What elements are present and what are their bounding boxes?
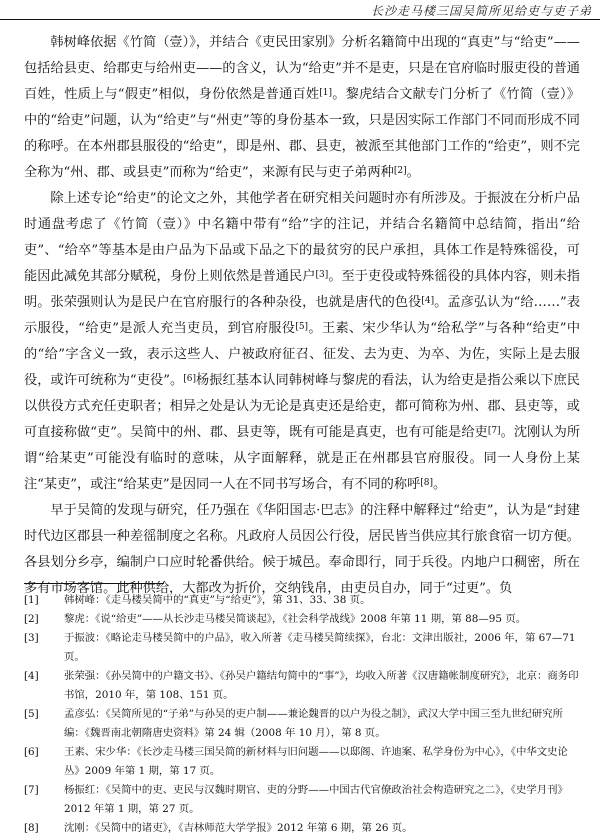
footnote-number: [8] <box>24 822 39 834</box>
running-header-title: 长沙走马楼三国吴简所见给吏与吏子弟 <box>370 4 592 18</box>
footnote-text: 张荣强：《孙吴简中的户籍文书》、《孙吴户籍结句简中的“事”》，均收入所著《汉唐籍帐制度研究》，北京：商务印书馆，2010 年，第 108、151 页。 <box>64 670 579 701</box>
text-run: 。沈刚认为所谓“给某吏”可能没有临时的意味，从字面解释，就是正在州郡县官府服役。同一人身份上某注“某吏”，或注“给某吏”是因同一人在不同书写场合，有不同的称呼 <box>24 425 581 492</box>
footnote-text: 杨振红：《吴简中的吏、吏民与汉魏时期官、吏的分野——中国古代官僚政治社会构造研究之二》，《史学月刊》2012 年第 1 期，第 27 页。 <box>64 784 568 815</box>
footnote-number: [1] <box>24 594 39 606</box>
text-run: 。王素、宋少华认为“给私学”与各种“给吏”中的“给”字含义一致，表示这些人、户被政府征召、征发、去为吏、为卒、为佐，实际上是去服役，或许可统称为“吏役”。 <box>24 321 581 388</box>
footnotes <box>24 591 580 838</box>
footnote <box>24 667 580 705</box>
citation-mark: [3] <box>315 270 329 280</box>
footnote-rule <box>24 583 164 584</box>
footnote <box>24 743 580 781</box>
footnote-text: 黎虎：《说“给吏”——从长沙走马楼吴简谈起》，《社会科学战线》2008 年第 11 期，第 88—95 页。 <box>64 613 527 625</box>
footnote-number: [3] <box>24 632 39 644</box>
citation-mark: [8] <box>420 478 433 488</box>
running-header <box>0 0 600 20</box>
text-run: 。 <box>406 165 420 180</box>
footnote <box>24 629 580 667</box>
footnote-number: [2] <box>24 613 39 625</box>
text-run: 早于吴简的发现与研究，任乃强在《华阳国志·巴志》的注释中解释过“给吏”，认为是“封建时代边区郡县一种差徭制度之名称。凡政府人员因公行役，居民皆当供应其行旅食宿一切方便。各县划分乡亭，编制户口应时轮番供给。候于城邑。奉命即行，同于兵役。内地户口稠密，所在多有市场客馆。此种供给，大都改为折价，交纳钱帛，由吏员自办，同于“过更”。负 <box>24 503 580 596</box>
paragraph <box>24 498 580 602</box>
footnote-text: 王素、宋少华：《长沙走马楼三国吴简的新材料与旧问题——以邸阁、许迪案、私学身份为中心》，《中华文史论丛》2009 年第 1 期，第 17 页。 <box>64 746 568 777</box>
footnote-number: [7] <box>24 784 39 796</box>
footnote-text: 沈刚：《吴简中的诸吏》，《吉林师范大学学报》2012 年第 6 期，第 26 页。 <box>64 822 413 834</box>
citation-mark: [7] <box>487 426 501 436</box>
footnote <box>24 819 580 838</box>
paragraph <box>24 30 580 186</box>
citation-mark: [6] <box>183 374 196 384</box>
footnote-number: [4] <box>24 670 39 682</box>
citation-mark: [2] <box>393 166 407 176</box>
footnote-number: [6] <box>24 746 39 758</box>
footnote <box>24 610 580 629</box>
text-run: 。 <box>432 477 447 492</box>
footnote-text: 韩树峰：《走马楼吴简中的“真吏”与“给吏”》，第 31、33、38 页。 <box>64 594 371 606</box>
footnote <box>24 781 580 819</box>
footnote <box>24 591 580 610</box>
text-run: 。黎虎结合文献专门分析了《竹简（壹）》中的“给吏”问题，认为“给吏”与“州吏”等的身份基本一致，只是因实际工作部门不同而形成不同的称呼。在本州郡县服役的“给吏”，即是州、郡、县吏，被派至其他部门工作的“给吏”，则不完全称为“州、郡、或县吏”而称为“给吏”，来源有民与吏子弟两种 <box>24 87 580 180</box>
header-rule <box>0 19 600 20</box>
main-text <box>24 30 580 602</box>
text-run: 韩树峰依据《竹简（壹）》，并结合《吏民田家别》分析名籍简中出现的“真吏”与“给吏”——包括给县吏、给郡吏与给州吏——的含义，认为“给吏”并不是吏，只是在官府临时服吏役的普通百姓，性质上与“假吏”相似，身份依然是普通百姓 <box>24 35 580 102</box>
footnote-number: [5] <box>24 708 39 720</box>
citation-mark: [5] <box>295 322 309 332</box>
citation-mark: [1] <box>319 88 333 98</box>
paragraph <box>24 186 580 498</box>
text-run: 。孟彦弘认为“给……”表示服役，“给吏”是派人充当吏员，到官府服役 <box>24 295 581 336</box>
text-run: 除上述专论“给吏”的论文之外，其他学者在研究相关问题时亦有所涉及。于振波在分析户品时通盘考虑了《竹简（壹）》中名籍中带有“给”字的注记，并结合名籍简中总结简，指出“给吏”、“给卒”等基本是由户品为下品或下品之下的最贫穷的民户承担，具体工作是特殊徭役，可能因此减免其部分赋税，身份上则依然是普通民户 <box>24 191 580 284</box>
text-run: 。至于吏役或特殊徭役的具体内容，则未指明。张荣强则认为是民户在官府服行的各种杂役，也就是唐代的色役 <box>24 269 580 310</box>
text-run: 杨振红基本认同韩树峰与黎虎的看法，认为给吏是指公乘以下庶民以供役方式充任吏职者；相异之处是认为无论是真吏还是给吏，都可简称为州、郡、县吏等，或可直接称做“吏”。吴简中的州、郡、县吏等，既有可能是真吏，也有可能是给吏 <box>24 373 580 440</box>
citation-mark: [4] <box>421 296 435 306</box>
footnote-text: 于振波：《略论走马楼吴简中的户品》，收入所著《走马楼吴简续探》，台北：文津出版社，2006 年，第 67—71 页。 <box>64 632 576 663</box>
footnote-text: 孟彦弘：《吴简所见的“子弟”与孙吴的吏户制——兼论魏晋的以户为役之制》，武汉大学中国三至九世纪研究所编：《魏晋南北朝隋唐史资料》第 24 辑（2008 年 10 月），第 8 页。 <box>64 708 563 739</box>
footnote <box>24 705 580 743</box>
